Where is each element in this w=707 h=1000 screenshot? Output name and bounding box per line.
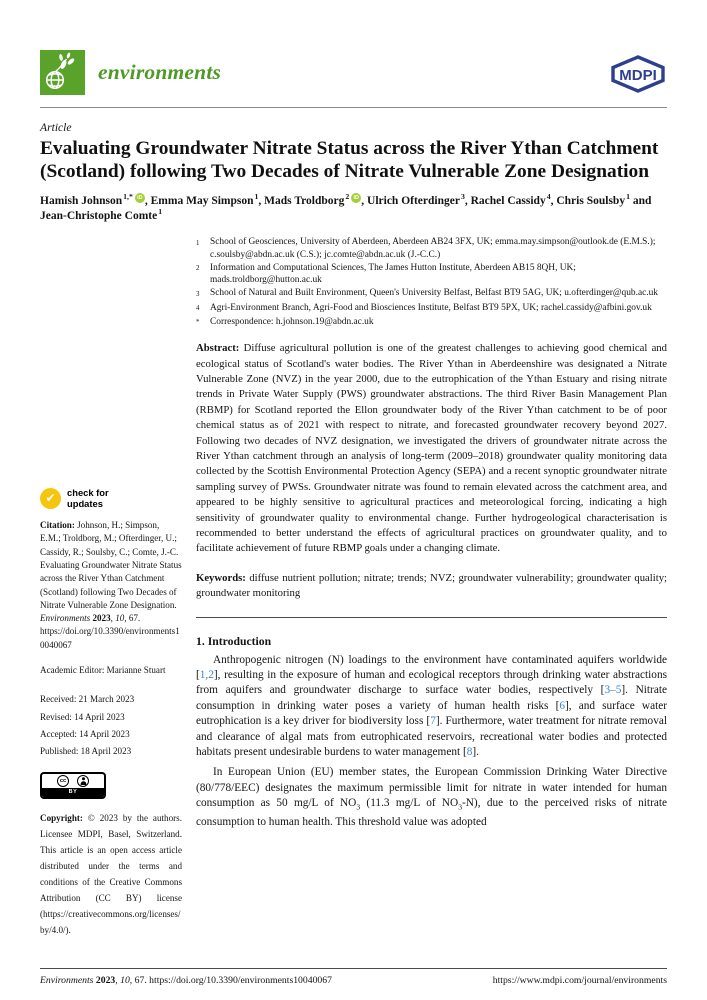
author-name: Jean-Christophe Comte <box>40 209 158 222</box>
author-sup: 1 <box>626 191 630 201</box>
received-date: Received: 21 March 2023 <box>40 694 135 705</box>
keywords-divider <box>196 617 667 618</box>
orcid-icon[interactable]: iD <box>351 193 361 203</box>
affiliation-item <box>196 236 667 262</box>
author <box>367 191 471 207</box>
article-dates <box>40 691 182 760</box>
copyright-label: Copyright: <box>40 812 83 823</box>
cc-icon: cc <box>57 775 69 787</box>
affiliation-number: 2 <box>196 265 200 273</box>
affiliation-text: Information and Computational Sciences, The James Hutton Institute, Aberdeen AB15 8QH, UK; mads.troldborg@hutton.ac.uk <box>210 262 576 286</box>
affiliation-text: Agri-Environment Branch, Agri-Food and Biosciences Institute, Belfast BT9 5PX, UK; rachel.cassidy@afbini.gov.uk <box>210 302 652 313</box>
author <box>40 191 151 207</box>
check-icon: ✔ <box>40 488 61 509</box>
abstract <box>196 341 667 557</box>
author-sep: , <box>258 194 265 207</box>
person-icon <box>77 775 89 787</box>
author-sep: , <box>464 194 471 207</box>
revised-date: Revised: 14 April 2023 <box>40 711 125 722</box>
affiliation-text: School of Geosciences, University of Aberdeen, Aberdeen AB24 3FX, UK; emma.may.simpson@outlook.de (E.M.S.); c.soulsby@abdn.ac.uk (C.S.); jc.comte@abdn.ac.uk (J.-C.C.) <box>210 237 656 260</box>
author-sup: 2 <box>345 191 350 201</box>
cc-by-label: BY <box>42 788 104 797</box>
keywords <box>196 571 667 602</box>
check-for-updates-label: check for updates <box>67 487 109 509</box>
author-name: Mads Troldborg <box>264 194 345 207</box>
author-sup: 1 <box>158 207 163 217</box>
author-sep: , <box>144 194 151 207</box>
affiliation-item <box>196 302 667 316</box>
journal-name: environments <box>98 60 222 84</box>
section-heading: 1. Introduction <box>196 634 272 648</box>
author <box>264 191 368 207</box>
abstract-label: Abstract: <box>196 342 240 355</box>
author-name: Chris Soulsby <box>556 194 626 207</box>
citation-label: Citation: <box>40 520 75 531</box>
header-divider <box>40 107 667 108</box>
academic-editor: Academic Editor: Marianne Stuart <box>40 665 166 676</box>
mdpi-logo-icon <box>609 54 667 99</box>
affiliation-number: * <box>196 319 200 327</box>
reference-link[interactable]: 8 <box>466 746 473 759</box>
footer-doi[interactable]: , 67. https://doi.org/10.3390/environments10040067 <box>129 975 332 986</box>
footer-journal-url[interactable]: https://www.mdpi.com/journal/environments <box>492 975 667 986</box>
accepted-date: Accepted: 14 April 2023 <box>40 728 130 739</box>
affiliation-item <box>196 316 667 330</box>
author <box>556 191 652 207</box>
affiliation-item <box>196 287 667 301</box>
author <box>40 207 163 222</box>
author-sup: 1 <box>254 191 259 201</box>
author-name: Hamish Johnson <box>40 194 123 207</box>
published-date: Published: 18 April 2023 <box>40 746 132 757</box>
cc-by-license-badge[interactable] <box>40 772 106 799</box>
environments-logo-icon <box>40 50 85 95</box>
author-sup: 3 <box>460 191 465 201</box>
sidebar <box>40 488 182 937</box>
page-footer <box>40 968 667 1000</box>
check-for-updates-badge[interactable] <box>40 488 182 509</box>
footer-citation: Environments 2023, 10, 67. https://doi.org/10.3390/environments10040067 <box>40 975 332 986</box>
author-sep: , <box>361 194 368 207</box>
affiliation-item <box>196 262 667 288</box>
author-name: Emma May Simpson <box>150 194 254 207</box>
abstract-text: Diffuse agricultural pollution is one of the greatest challenges to achieving good chemical and ecological status of Scotland's water bodies. The River Ythan in Aberdeenshire was designated a Nitrate Vulnerable Zone (NVZ) in the year 2000, due to the eutrophication of the Ythan Estuary and rising nitrate trends in Private Water Supply (PWS) groundwater abstractions. The third River Basin Management Plan (RBMP) for Scotland reported the Ellon groundwater body of the River Ythan catchment to be of poor chemical status as of 2021 with respect to nitrate, and forecasted groundwater recovery beyond 2027. Following two decades of NVZ designation, we investigated the drivers of groundwater nitrate across the River Ythan catchment through an analysis of long-term (2009–2018) groundwater quality monitoring data collected by the Scottish Environmental Protection Agency (SEPA) and a recent synoptic groundwater nitrate sampling survey of PWSs. Groundwater nitrate was found to remain elevated across the catchment area, and appeared to be highly sensitive to agricultural practices and meteorological forcing, indicating a high sensitivity of groundwater quality to environmental change. Further hydrogeological characterisation is recommended to better understand the effects of agricultural practices on groundwater quality, and to facilitate achievement of future RBMP goals under a changing climate. <box>196 342 667 555</box>
affiliation-number: 3 <box>196 290 200 298</box>
intro-paragraph: In European Union (EU) member states, the European Commission Drinking Water Directive (80/778/EEC) designates the maximum permissible limit for nitrate in water intended for human consumption as 50 mg/L of $NO_3$ (11.3 mg/L of $NO_3-N$), due to the perceived risks of nitrate consumption to human health. This threshold value was adopted <box>196 766 667 828</box>
author-sup: 1,* <box>123 191 133 201</box>
author-name: Rachel Cassidy <box>470 194 546 207</box>
journal-brand <box>40 50 221 95</box>
mdpi-wordmark: MDPI <box>619 66 657 84</box>
citation-block: Citation: Johnson, H.; Simpson, E.M.; Troldborg, M.; Ofterdinger, U.; Cassidy, R.; Soulsby, C.; Comte, J.-C. Evaluating Groundwater Nitrate Status across the River Ythan Catchment (Scotland) following Two Decades of Nitrate Vulnerable Zone Designation. Environments 2023, 10, 67. https://doi.org/10.3390/environments10040067 <box>40 520 182 650</box>
affiliations-list <box>196 236 667 330</box>
reference-link[interactable]: 3–5 <box>604 684 622 697</box>
intro-paragraph: Anthropogenic nitrogen (N) loadings to the environment have contaminated aquifers worldwide [1,2], resulting in the exposure of human and ecological receptors through drinking water abstractions from aquifers and groundwater discharge to surface water bodies, respectively [3–5]. Nitrate consumption in drinking water poses a variety of human health risks [6], and surface water eutrophication is a key driver for biodiversity loss [7]. Furthermore, water treatment for nitrate removal and clearance of algal mats from eutrophicated reservoirs, recreational water bodies and protected habitats present undesirable burdens to water management [8]. <box>196 653 667 759</box>
footer-divider <box>40 968 667 969</box>
keywords-text: diffuse nutrient pollution; nitrate; trends; NVZ; groundwater vulnerability; groundwater quality; groundwater monitoring <box>196 571 668 600</box>
reference-link[interactable]: 6 <box>559 699 565 712</box>
author-sep: , <box>550 194 557 207</box>
author-sep: and <box>629 194 652 207</box>
content-area <box>40 236 668 935</box>
affiliation-number: 1 <box>196 239 200 247</box>
authors-line <box>40 193 667 224</box>
subscript: 3 <box>458 802 463 812</box>
orcid-icon[interactable]: iD <box>135 193 145 203</box>
journal-header <box>40 50 667 99</box>
affiliation-number: 4 <box>196 305 200 313</box>
copyright-block: Copyright: © 2023 by the authors. Licensee MDPI, Basel, Switzerland. This article is an open access article distributed under the terms and conditions of the Creative Commons Attribution (CC BY) license (https://creativecommons.org/licenses/by/4.0/). <box>40 812 182 935</box>
correspondence-text: Correspondence: h.johnson.19@abdn.ac.uk <box>210 316 374 327</box>
affiliation-text: School of Natural and Built Environment, Queen's University Belfast, Belfast BT9 5AG, UK; u.ofterdinger@qub.ac.uk <box>210 288 658 299</box>
subscript: 3 <box>356 802 361 812</box>
author-name: Ulrich Ofterdinger <box>367 194 460 207</box>
author-sup: 4 <box>546 191 551 201</box>
keywords-label: Keywords: <box>196 571 246 584</box>
author <box>150 191 265 207</box>
citation-doi[interactable]: , 67. https://doi.org/10.3390/environments10040067 <box>40 613 180 650</box>
reference-link[interactable]: 7 <box>430 715 436 728</box>
article-type-label: Article <box>40 121 72 134</box>
reference-link[interactable]: 1,2 <box>199 669 214 682</box>
main-column <box>196 236 667 830</box>
page-title: Evaluating Groundwater Nitrate Status across the River Ythan Catchment (Scotland) following Two Decades of Nitrate Vulnerable Zone Designation <box>40 138 659 183</box>
author <box>470 191 557 207</box>
